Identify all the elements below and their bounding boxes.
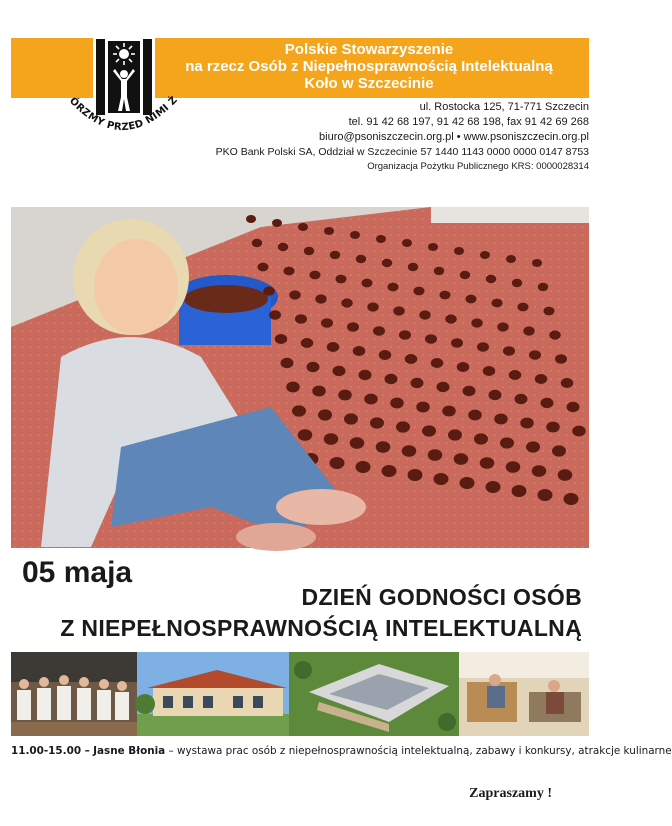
chestnut <box>298 223 308 231</box>
chestnut <box>353 346 366 356</box>
chestnut <box>523 326 535 335</box>
chestnut <box>388 283 399 292</box>
organization-name <box>150 41 588 92</box>
krs-number: Organizacja Pożytku Publicznego KRS: 0000028314 <box>367 161 589 172</box>
chestnut <box>295 314 307 324</box>
chestnut <box>489 390 502 400</box>
chestnut <box>572 426 586 437</box>
logo-motto <box>60 96 185 156</box>
organization-name-line2: na rzecz Osób z Niepełnosprawnością Intelektualną <box>185 58 553 75</box>
chestnut <box>567 402 580 412</box>
chestnut <box>385 374 398 384</box>
chestnut <box>286 382 300 393</box>
chestnut <box>440 291 451 300</box>
chestnut <box>448 429 462 440</box>
phone-numbers: tel. 91 42 68 197, 91 42 68 198, fax 91 42 69 268 <box>348 116 589 128</box>
chestnut <box>330 457 345 469</box>
chestnut <box>304 247 315 255</box>
chestnut <box>454 247 464 255</box>
chestnut <box>396 421 410 432</box>
chestnut <box>347 322 359 332</box>
chestnut <box>532 465 547 477</box>
chestnut <box>284 267 295 276</box>
chestnut <box>411 378 424 388</box>
chestnut <box>492 299 503 308</box>
chestnut <box>356 461 371 473</box>
chestnut <box>376 235 386 243</box>
chestnut <box>532 259 542 267</box>
chestnut <box>428 449 443 461</box>
chestnut <box>359 370 372 380</box>
chestnut <box>457 362 470 372</box>
chestnut <box>330 251 341 259</box>
chestnut <box>298 429 313 441</box>
chestnut <box>272 219 282 227</box>
chestnut <box>246 215 256 223</box>
event-headline <box>60 582 582 644</box>
chestnut <box>483 366 496 376</box>
chestnut <box>370 417 384 428</box>
chestnut <box>538 283 549 291</box>
event-description: – wystawa prac osób z niepełnosprawnością intelektualną, zabawy i konkursy, atrakcje kulinarne <box>165 745 672 757</box>
chestnut <box>512 279 523 287</box>
chestnut <box>324 433 339 445</box>
bank-account: PKO Bank Polski SA, Oddział w Szczecinie 57 1440 1143 0000 0000 0147 8753 <box>215 146 589 158</box>
event-date: 05 maja <box>22 556 133 589</box>
chestnut <box>258 263 269 272</box>
chestnut <box>552 445 566 456</box>
chestnut <box>310 271 321 280</box>
chestnut <box>327 342 340 352</box>
event-time: 11.00-15.00 – <box>11 745 90 757</box>
chestnut <box>463 386 476 396</box>
event-details <box>11 745 672 757</box>
chestnut <box>486 275 497 283</box>
chestnut <box>509 370 522 380</box>
organization-name-line1: Polskie Stowarzyszenie <box>284 41 454 58</box>
chestnut <box>344 413 358 424</box>
chestnut <box>428 243 438 251</box>
chestnut <box>503 346 515 356</box>
chestnut <box>315 294 327 303</box>
photo-strip <box>11 652 589 736</box>
child-with-chestnuts-photo <box>11 207 589 548</box>
chestnut <box>434 473 449 485</box>
chestnut <box>408 263 419 271</box>
chestnut <box>477 342 489 352</box>
event-place: Jasne Błonia <box>93 745 166 757</box>
chestnut <box>454 453 469 465</box>
invitation-text: Zapraszamy ! <box>469 786 552 801</box>
chestnut <box>442 406 456 417</box>
chestnut <box>289 290 301 299</box>
chestnut <box>494 414 508 425</box>
chestnut <box>362 279 373 288</box>
chestnut <box>263 286 275 295</box>
chestnut <box>425 334 437 344</box>
chestnut <box>529 350 541 360</box>
chestnut <box>515 394 528 404</box>
chestnut <box>520 418 534 429</box>
chestnut <box>544 307 555 316</box>
contact-block <box>216 100 589 173</box>
chestnut <box>486 481 501 493</box>
chestnut <box>564 493 579 505</box>
svg-text:OTWÓRZMY PRZED NIMI ŻYCIE <box>60 96 180 133</box>
chestnut <box>292 405 306 416</box>
chestnut <box>338 390 352 401</box>
chestnut <box>364 394 378 405</box>
chestnut <box>307 362 320 372</box>
chestnut <box>402 445 417 457</box>
chestnut <box>367 302 379 311</box>
chestnut <box>379 350 392 360</box>
headline-line1: DZIEŃ GODNOŚCI OSÓB <box>301 584 582 610</box>
chestnut <box>324 227 334 235</box>
chestnut <box>312 386 326 397</box>
chestnut <box>526 441 540 452</box>
chestnut <box>466 295 477 304</box>
chestnut <box>382 465 397 477</box>
chestnut <box>252 239 263 247</box>
chestnut <box>445 314 457 323</box>
chestnut <box>518 303 529 312</box>
chestnut <box>416 402 430 413</box>
address: ul. Rostocka 125, 71-771 Szczecin <box>419 101 589 113</box>
chestnut <box>402 239 412 247</box>
chestnut <box>561 378 574 388</box>
chestnut <box>480 457 495 469</box>
organization-name-line3: Koło w Szczecinie <box>304 75 434 92</box>
headline-line2: Z NIEPEŁNOSPRAWNOŚCIĄ INTELEKTUALNĄ <box>60 615 582 641</box>
chestnut <box>422 425 436 436</box>
chestnut <box>373 326 385 336</box>
chestnut <box>275 334 288 344</box>
chestnut <box>399 330 411 340</box>
chestnut <box>356 255 367 263</box>
choir-photo <box>11 652 137 736</box>
chestnut <box>546 422 560 433</box>
chestnut <box>419 310 431 319</box>
chestnut <box>350 231 360 239</box>
aerial-building-photo <box>289 652 459 736</box>
chestnut <box>405 354 418 364</box>
chestnut <box>500 437 514 448</box>
chestnut <box>468 410 482 421</box>
chestnut <box>301 338 314 348</box>
chestnut <box>278 243 289 251</box>
building-photo <box>137 652 289 736</box>
chestnut <box>480 251 490 259</box>
chestnut <box>538 489 553 501</box>
chestnut <box>460 271 471 279</box>
chestnut <box>393 306 405 315</box>
chestnut <box>414 287 425 296</box>
chestnut <box>434 267 445 275</box>
chestnut <box>318 409 332 420</box>
chestnut <box>549 330 561 339</box>
chestnut <box>512 485 527 497</box>
chestnut <box>333 366 346 376</box>
chestnut <box>336 275 347 284</box>
workshop-photo <box>459 652 589 736</box>
chestnut <box>321 318 333 328</box>
chestnut <box>269 310 281 320</box>
chestnut <box>341 298 353 307</box>
chestnut <box>382 259 393 267</box>
chestnut <box>460 477 475 489</box>
email-and-website: biuro@psoniszczecin.org.pl • www.psoniszczecin.org.pl <box>319 131 589 143</box>
chestnut <box>390 398 404 409</box>
chestnut <box>497 322 509 331</box>
chestnut <box>474 433 488 444</box>
chestnut <box>437 382 450 392</box>
chestnut <box>506 255 516 263</box>
chestnut <box>431 358 444 368</box>
chestnut <box>471 318 483 327</box>
chestnut <box>555 354 567 364</box>
chestnut <box>535 374 548 384</box>
chestnut <box>281 358 294 368</box>
chestnut <box>350 437 365 449</box>
chestnut <box>558 469 573 481</box>
chestnut <box>506 461 521 473</box>
motto-text: ÓRZMY PRZED NIMI Ż <box>66 96 180 134</box>
chestnut <box>376 441 391 453</box>
chestnut <box>541 398 554 408</box>
chestnut <box>451 338 463 348</box>
chestnut <box>408 469 423 481</box>
